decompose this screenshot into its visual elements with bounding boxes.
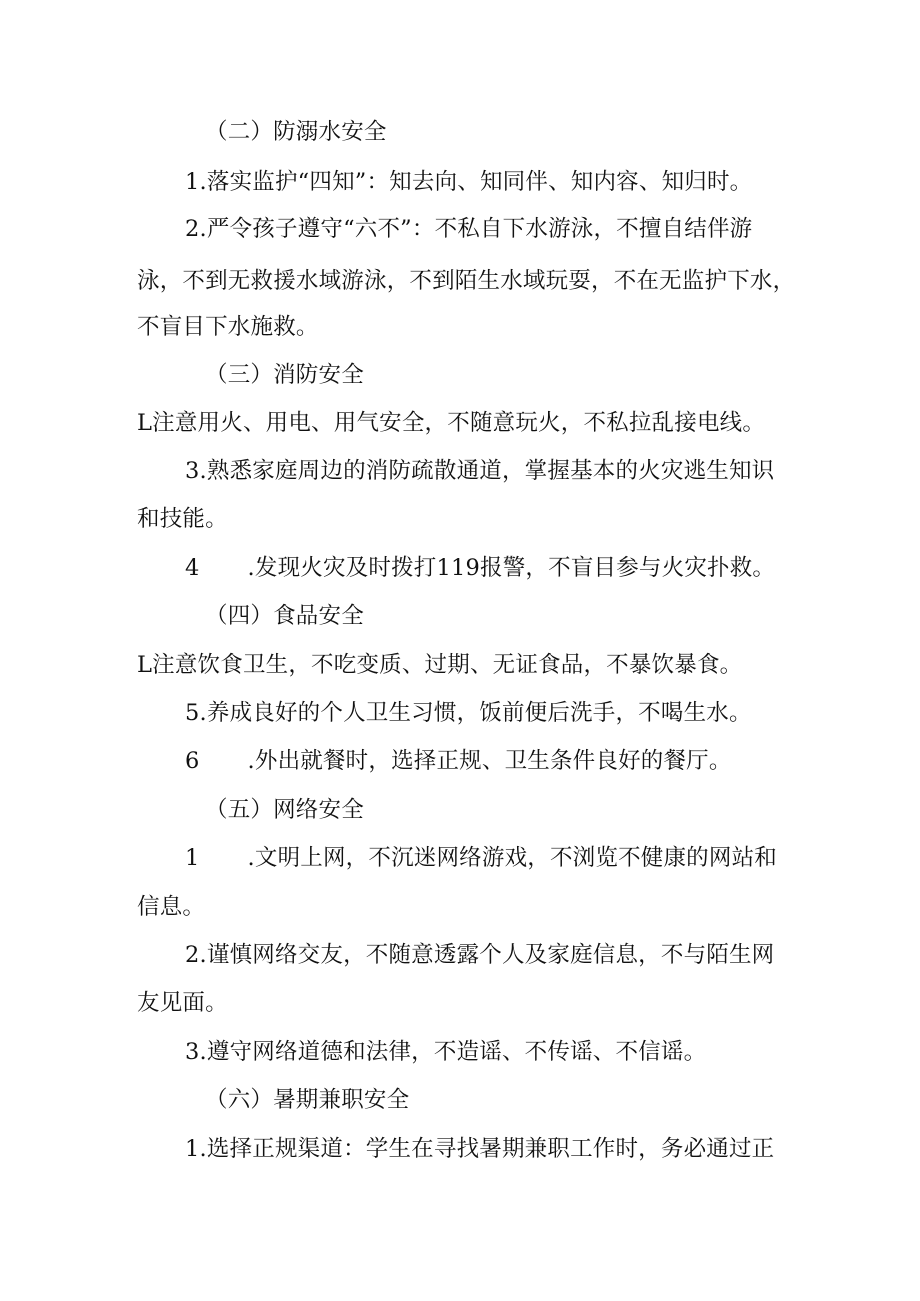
item-text: L注意用火、用电、用气安全，不随意玩火，不私拉乱接电线。 xyxy=(137,410,766,436)
item-number: 2 xyxy=(185,216,200,242)
item-text: .养成良好的个人卫生习惯，饭前便后洗手，不喝生水。 xyxy=(199,700,752,726)
item-continuation: 信息。 xyxy=(137,894,206,920)
item-text: .严令孩子遵守“六不”：不私自下水游泳，不擅自结伴游 xyxy=(199,216,753,242)
item-text: .文明上网，不沉迷网络游戏，不浏览不健康的网站和 xyxy=(247,845,777,871)
item-number: 1 xyxy=(185,169,200,195)
item-text: L注意饮食卫生，不吃变质、过期、无证食品，不暴饮暴食。 xyxy=(137,652,743,678)
list-item xyxy=(185,167,752,197)
item-number: 6 xyxy=(185,748,200,774)
item-continuation: 友见面。 xyxy=(137,990,228,1016)
list-item xyxy=(185,1134,774,1164)
list-item xyxy=(137,408,765,438)
section-heading-network: （五）网络安全 xyxy=(205,797,364,823)
item-continuation: 和技能。 xyxy=(137,506,228,532)
item-number: 5 xyxy=(185,700,200,726)
list-item xyxy=(185,698,752,728)
section-heading-food: （四）食品安全 xyxy=(205,603,364,629)
item-number: 1 xyxy=(185,845,200,871)
list-item xyxy=(185,214,752,244)
item-continuation: 泳，不到无救援水域游泳，不到陌生水域玩耍，不在无监护下水， xyxy=(137,268,796,294)
item-text: .选择正规渠道：学生在寻找暑期兼职工作时，务必通过正 xyxy=(199,1136,775,1162)
list-item xyxy=(185,940,774,970)
list-item xyxy=(185,746,732,776)
item-number: 3 xyxy=(185,458,200,484)
item-text: .遵守网络道德和法律，不造谣、不传谣、不信谣。 xyxy=(199,1039,707,1065)
item-text: .谨慎网络交友，不随意透露个人及家庭信息，不与陌生网 xyxy=(199,942,775,968)
list-item xyxy=(185,456,774,486)
list-item xyxy=(185,843,777,873)
item-text: .发现火灾及时拨打119报警，不盲目参与火灾扑救。 xyxy=(247,555,776,581)
list-item xyxy=(185,553,775,583)
section-heading-parttime: （六）暑期兼职安全 xyxy=(205,1087,410,1113)
section-heading-fire: （三）消防安全 xyxy=(205,362,364,388)
item-number: 1 xyxy=(185,1136,200,1162)
item-text: .外出就餐时，选择正规、卫生条件良好的餐厅。 xyxy=(247,748,732,774)
item-text: .落实监护“四知”：知去向、知同伴、知内容、知归时。 xyxy=(199,169,753,195)
item-continuation: 不盲目下水施救。 xyxy=(137,314,319,340)
item-number: 2 xyxy=(185,942,200,968)
section-heading-drowning: （二）防溺水安全 xyxy=(205,119,387,145)
list-item xyxy=(185,1037,706,1067)
item-text: .熟悉家庭周边的消防疏散通道，掌握基本的火灾逃生知识 xyxy=(199,458,775,484)
list-item xyxy=(137,650,742,680)
item-number: 3 xyxy=(185,1039,200,1065)
item-number: 4 xyxy=(185,555,200,581)
